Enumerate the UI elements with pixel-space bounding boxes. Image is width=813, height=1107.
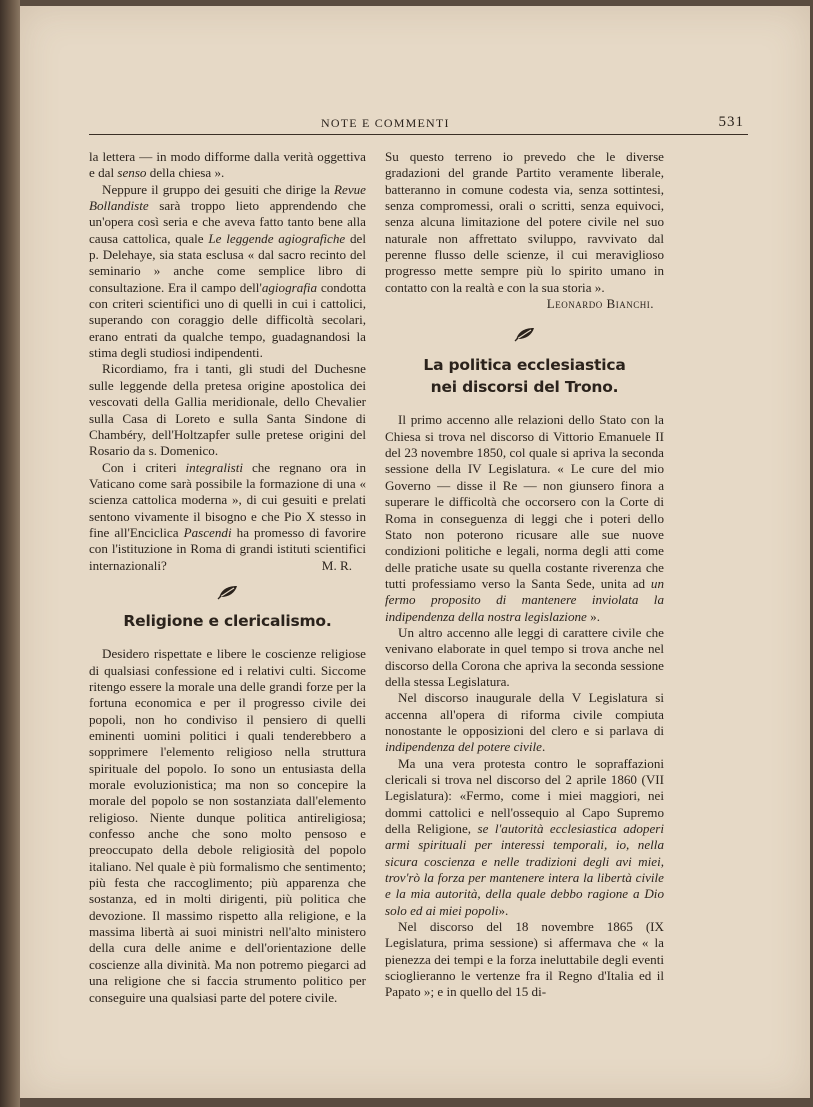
- page-number: 531: [718, 114, 744, 130]
- paragraph: Desidero rispettate e libere le coscienze religiose di qualsiasi confessione ed i relativi culti. Siccome ritengo essere la morale una delle grandi forze per la fortuna economica e per il progresso civile dei popoli, non ho condiviso il pensiero di quelli eminenti uomini politici i quali tenderebbero a sopprimere l'elemento religioso nella struttura spirituale del popolo. Io sono un entusiasta della morale evoluzionistica; ma non so concepire la morale del popolo se non sostanziata dall'elemento religioso. Niente dunque politica antireligiosa; confesso anche che sono molto pensoso e preoccupato della debole religiosità del popolo italiano. Nel quale è più formalismo che sentimento; più festa che raccoglimento; più apparenza che sostanza, ed in molti dirigenti, più politica che devozione. Il massimo rispetto alla religione, e la massima libertà ai suoi ministri nell'alto ministero della cura delle anime e dell'orientazione delle coscienze alla divinità. Ma non potremo piegarci ad una religione che si faccia strumento politico per conseguire una qualsiasi parte del potere civile.: [89, 646, 366, 1005]
- section-title: Religione e clericalismo.: [123, 612, 332, 631]
- paragraph: Ma una vera protesta contro le sopraffazioni clericali si trova nel discorso del 2 aprile 1860 (VII Legislatura): «Fermo, come i miei maggiori, nei dommi cattolici e nell'ossequio al Capo Supremo della Religione, se l'autorità ecclesiastica adoperi armi spirituali per interessi temporali, io, nella sicura coscienza e nelle tradizioni degli avi miei, trov'rò la forza per mantenere intera la libertà civile e la mia autorità, della quale debbo ragione a Dio solo ed ai miei popoli».: [385, 755, 664, 918]
- leaf-ornament-icon: [385, 326, 664, 346]
- paragraph: Un altro accenno alle leggi di carattere civile che venivano elaborate in quel tempo si trova anche nel discorso della Corona che apriva la seconda sessione della stessa Legislatura.: [385, 624, 664, 689]
- section-title-line: nei discorsi del Trono.: [430, 378, 619, 397]
- paragraph: Nel discorso del 18 novembre 1865 (IX Legislatura, prima sessione) si affermava che « la pienezza dei tempi e la forza ineluttabile degli eventi scioglieranno le vertenze fra il Regno d'Italia ed il Papato »; e in quello del 15 di-: [385, 919, 664, 1000]
- book-binding-edge: [0, 0, 20, 1107]
- section-title-line: La politica ecclesiastica: [423, 356, 626, 375]
- leaf-ornament-icon: [89, 584, 366, 604]
- paragraph: la lettera — in modo difforme dalla verità oggettiva e dal senso della chiesa ».: [89, 149, 366, 181]
- running-header: [89, 112, 748, 135]
- signature: Leonardo Bianchi.: [546, 296, 654, 312]
- paragraph: Il primo accenno alle relazioni dello Stato con la Chiesa si trova nel discorso di Vittorio Emanuele II del 23 novembre 1850, col quale si apriva la seconda sessione della IV Legislatura. « Le cure del mio Governo — disse il Re — non giunsero finora a superare le difficoltà che occorsero con la Corte di Roma in conseguenza di leggi che i poteri dello Stato non poterono ricusare alle sue nuove condizioni politiche e legali, norma degli atti come delle pratiche usate su quella costante riverenza che tutti professiamo verso la Santa Sede, unita ad un fermo proposito di mantenere inviolata la indipendenza della nostra legislazione ».: [385, 412, 664, 624]
- paragraph: Ricordiamo, fra i tanti, gli studi del Duchesne sulle leggende della pretesa origine apostolica dei vescovati della Gallia meridionale, dello Chevalier sulla Casa di Loreto e sulla Santa Sindone di Chambéry, dell'Holtzapfer sulle pretese origini del Rosario da s. Domenico.: [89, 361, 366, 459]
- paragraph: Su questo terreno io prevedo che le diverse gradazioni del grande Partito veramente liberale, batteranno in comune codesta via, senza sottintesi, senza compromessi, orali o scritti, senza equivoci, senza alcuna limitazione del potere civile nel suo naturale non affrettato sviluppo, ravvivato dal perenne flusso delle scienze, il cui meraviglioso progresso mette sempre più lo spirito umano in contatto con la realtà e con la sua storia ».: [385, 149, 664, 295]
- paragraph: Nel discorso inaugurale della V Legislatura si accenna all'opera di riforma civile compiuta nonostante le opposizioni del clero e si parlava di indipendenza del potere civile.: [385, 690, 664, 755]
- running-title: NOTE E COMMENTI: [321, 116, 450, 130]
- signature: M. R.: [321, 557, 352, 573]
- left-column: [89, 149, 366, 1006]
- right-column: [385, 149, 664, 1001]
- section-title: [385, 354, 664, 398]
- paragraph: Con i criteri integralisti che regnano ora in Vaticano come sarà possibile la formazione di una « scienza cattolica moderna », di cui gesuiti e prelati sentono vivamente il bisogno e che Pio X stesso in fine all'Enciclica Pascendi ha promesso di favorire con l'istituzione in Roma di grandi istituti scientifici internazionali?: [89, 459, 366, 573]
- paragraph: Neppure il gruppo dei gesuiti che dirige la Revue Bollandiste sarà troppo lieto apprendendo che un'opera così seria e che aveva fatto tanto bene alla causa cattolica, quale Le leggende agiografiche del p. Delehaye, sia stata esclusa « dal sacro recinto del seminario » anche come semplice libro di consultazione. Era il campo dell'agiografia condotta con criteri scientifici uno di quelli in cui i cattolici, superando con coraggio delle difficoltà secolari, erano entrati da qualche tempo, guadagnandosi la stima degli studiosi indipendenti.: [89, 181, 367, 361]
